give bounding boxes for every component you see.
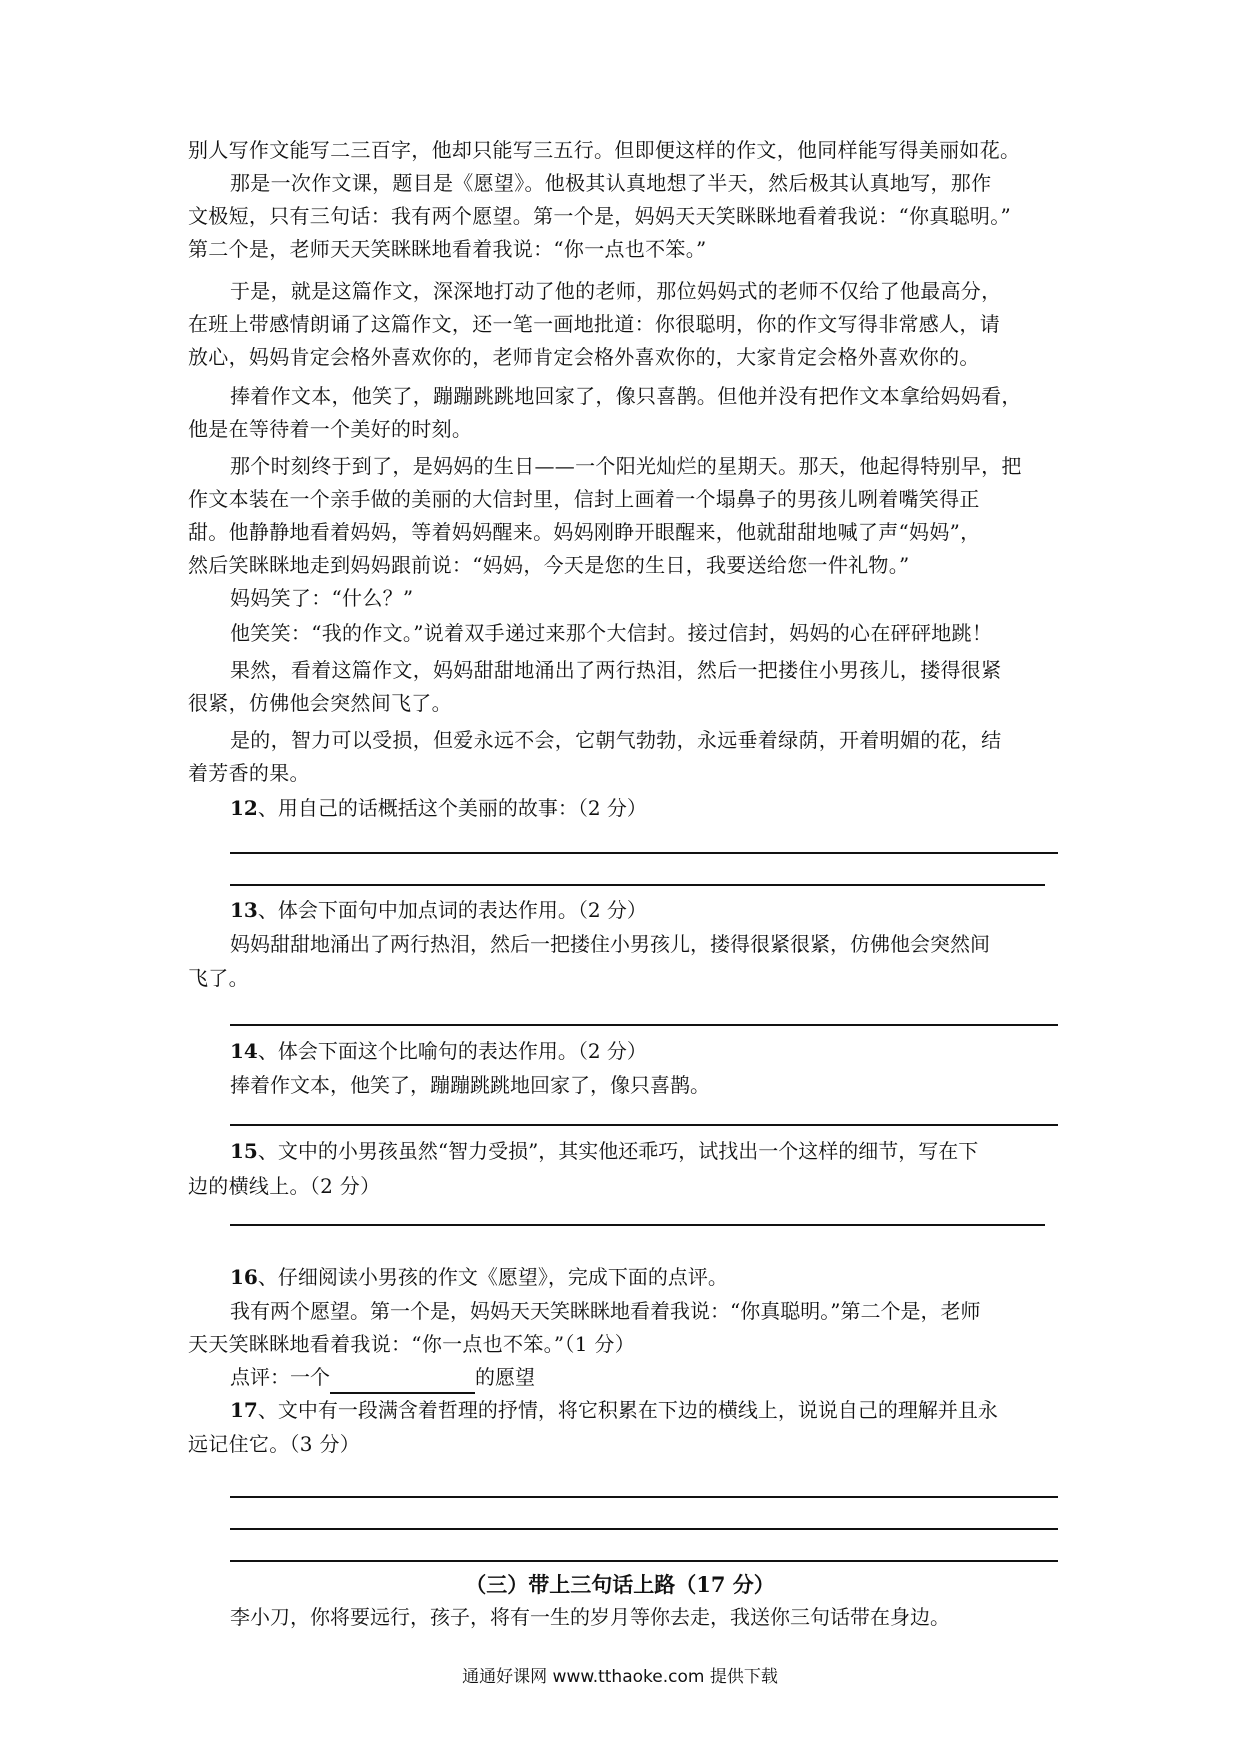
answer-line-17-1[interactable] <box>230 1496 1058 1498</box>
question-13-text: 、体会下面句中加点词的表达作用。（2 分） <box>257 898 647 922</box>
dotted-char-2: 紧 <box>770 932 790 956</box>
question-16-number: 16 <box>230 1265 258 1289</box>
question-16 <box>230 1261 728 1294</box>
question-13-quote-line-2: 飞了。 <box>188 966 249 990</box>
story-paragraph-5-line-2: 作文本装在一个亲手做的美丽的大信封里，信封上画着一个塌鼻子的男孩儿咧着嘴笑得正 <box>188 487 980 511</box>
question-13-quote-a: 妈妈甜甜地涌出了两行热泪，然后一把搂住小男孩儿，搂得 <box>230 932 750 956</box>
story-paragraph-2-line-2: 文极短，只有三句话：我有两个愿望。第一个是，妈妈天天笑眯眯地看着我说：“你真聪明。” <box>188 204 1012 228</box>
dotted-char-4: 紧 <box>810 932 830 956</box>
question-17-line-1 <box>230 1394 998 1427</box>
answer-line-17-3[interactable] <box>230 1560 1058 1562</box>
question-17-line-2: 远记住它。（3 分） <box>188 1432 361 1456</box>
story-paragraph-2-line-1: 那是一次作文课，题目是《愿望》。他极其认真地想了半天，然后极其认真地写，那作 <box>230 171 992 195</box>
answer-line-14[interactable] <box>230 1124 1058 1126</box>
question-15-text-a: 、文中的小男孩虽然“智力受损”，其实他还乖巧，试找出一个这样的细节，写在下 <box>257 1139 979 1163</box>
dotted-char-3: 很 <box>790 932 810 956</box>
story-paragraph-4-line-1: 捧着作文本，他笑了，蹦蹦跳跳地回家了，像只喜鹊。但他并没有把作文本拿给妈妈看， <box>230 384 1022 408</box>
question-17-text-a: 、文中有一段满含着哲理的抒情，将它积累在下边的横线上，说说自己的理解并且永 <box>257 1398 998 1422</box>
question-13-number: 13 <box>230 898 258 922</box>
story-paragraph-5-line-3: 甜。他静静地看着妈妈，等着妈妈醒来。妈妈刚睁开眼醒来，他就甜甜地喊了声“妈妈”， <box>188 520 981 544</box>
story-paragraph-1: 别人写作文能写二三百字，他却只能写三五行。但即便这样的作文，他同样能写得美丽如花。 <box>188 138 1021 162</box>
question-16-text: 、仔细阅读小男孩的作文《愿望》，完成下面的点评。 <box>257 1265 728 1289</box>
section-3-title: （三）带上三句话上路（17 分） <box>465 1572 775 1597</box>
question-16-blank[interactable] <box>330 1370 475 1394</box>
story-paragraph-3-line-3: 放心，妈妈肯定会格外喜欢你的，老师肯定会格外喜欢你的，大家肯定会格外喜欢你的。 <box>188 345 980 369</box>
question-13-quote-line-1 <box>230 928 990 961</box>
page-footer: 通通好课网 www.tthaoke.com 提供下载 <box>462 1667 778 1687</box>
story-paragraph-9-line-1: 是的，智力可以受损，但爱永远不会，它朝气勃勃，永远垂着绿荫，开着明媚的花，结 <box>230 728 1002 752</box>
question-15-line-2: 边的横线上。（2 分） <box>188 1174 381 1198</box>
story-paragraph-2-line-3: 第二个是，老师天天笑眯眯地看着我说：“你一点也不笨。” <box>188 237 707 261</box>
question-14-text: 、体会下面这个比喻句的表达作用。（2 分） <box>257 1039 647 1063</box>
question-16-comment-suffix: 的愿望 <box>475 1365 535 1389</box>
story-paragraph-8-line-2: 很紧，仿佛他会突然间飞了。 <box>188 691 452 715</box>
question-14-number: 14 <box>230 1039 258 1063</box>
story-paragraph-8-line-1: 果然，看着这篇作文，妈妈甜甜地涌出了两行热泪，然后一把搂住小男孩儿，搂得很紧 <box>230 658 1002 682</box>
question-13-quote-b: ，仿佛他会突然间 <box>830 932 990 956</box>
story-paragraph-3-line-1: 于是，就是这篇作文，深深地打动了他的老师，那位妈妈式的老师不仅给了他最高分， <box>230 279 1002 303</box>
question-16-comment-prefix: 点评：一个 <box>230 1365 330 1389</box>
answer-line-12-2[interactable] <box>230 884 1045 886</box>
question-12-number: 12 <box>230 796 258 820</box>
answer-line-12-1[interactable] <box>230 852 1058 854</box>
story-paragraph-5-line-4: 然后笑眯眯地走到妈妈跟前说：“妈妈，今天是您的生日，我要送给您一件礼物。” <box>188 553 910 577</box>
section-3-paragraph-1: 李小刀，你将要远行，孩子，将有一生的岁月等你去走，我送你三句话带在身边。 <box>230 1605 950 1629</box>
question-16-quote-line-2: 天天笑眯眯地看着我说：“你一点也不笨。”（1 分） <box>188 1332 636 1356</box>
answer-line-13[interactable] <box>230 1024 1058 1026</box>
question-12-text: 、用自己的话概括这个美丽的故事：（2 分） <box>257 796 647 820</box>
story-paragraph-9-line-2: 着芳香的果。 <box>188 761 310 785</box>
question-12 <box>230 792 647 825</box>
dotted-char-1: 很 <box>750 932 770 956</box>
question-14-quote: 捧着作文本，他笑了，蹦蹦跳跳地回家了，像只喜鹊。 <box>230 1073 710 1097</box>
story-paragraph-4-line-2: 他是在等待着一个美好的时刻。 <box>188 417 473 441</box>
question-16-quote-line-1: 我有两个愿望。第一个是，妈妈天天笑眯眯地看着我说：“你真聪明。”第二个是，老师 <box>230 1299 981 1323</box>
question-13 <box>230 894 647 927</box>
story-paragraph-5-line-1: 那个时刻终于到了，是妈妈的生日——一个阳光灿烂的星期天。那天，他起得特别早，把 <box>230 454 1022 478</box>
answer-line-15[interactable] <box>230 1224 1045 1226</box>
question-15-line-1 <box>230 1135 978 1168</box>
story-paragraph-3-line-2: 在班上带感情朗诵了这篇作文，还一笔一画地批道：你很聪明，你的作文写得非常感人，请 <box>188 312 1000 336</box>
question-17-number: 17 <box>230 1398 258 1422</box>
story-paragraph-6: 妈妈笑了：“什么？” <box>230 586 414 610</box>
question-14 <box>230 1035 647 1068</box>
question-15-number: 15 <box>230 1139 258 1163</box>
answer-line-17-2[interactable] <box>230 1528 1058 1530</box>
question-16-comment <box>230 1361 535 1394</box>
story-paragraph-7: 他笑笑：“我的作文。”说着双手递过来那个大信封。接过信封，妈妈的心在砰砰地跳！ <box>230 621 993 645</box>
